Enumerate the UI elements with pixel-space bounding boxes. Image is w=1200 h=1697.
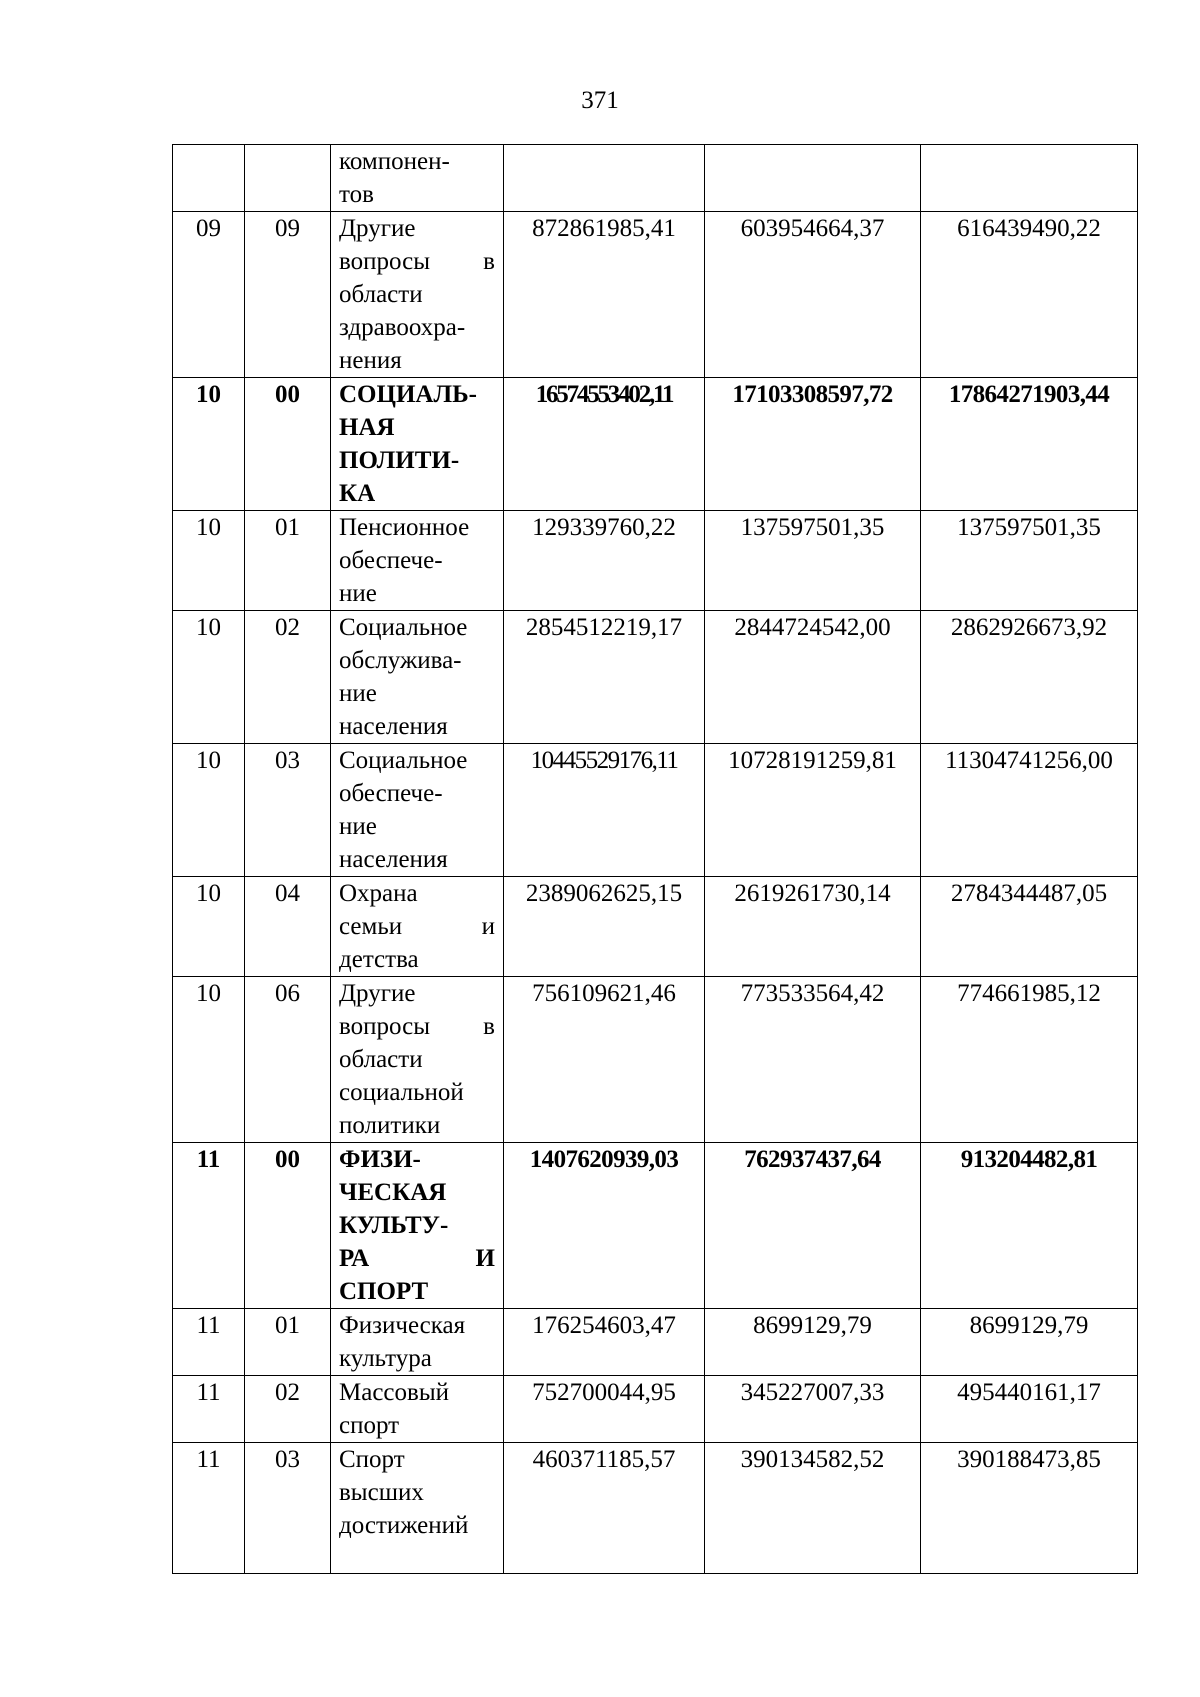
section-code-cell: 10 xyxy=(173,378,245,511)
item-name-line: обеспече- xyxy=(339,547,443,574)
item-name-line: политики xyxy=(339,1112,441,1139)
subsection-code-cell: 03 xyxy=(245,744,331,877)
amount-cell-2021: 137597501,35 xyxy=(921,511,1138,611)
item-name-line: семьи и xyxy=(339,913,495,940)
item-name-line: СОЦИАЛЬ- xyxy=(339,381,477,408)
item-name-line: Спорт xyxy=(339,1446,405,1473)
item-name-line: компонен- xyxy=(339,148,450,175)
table-row xyxy=(173,145,1138,212)
subsection-code-cell: 02 xyxy=(245,611,331,744)
amount-cell-2019: 16574553402,11 xyxy=(504,378,705,511)
amount-cell-2019: 752700044,95 xyxy=(504,1376,705,1443)
amount-cell-2020: 137597501,35 xyxy=(705,511,921,611)
subsection-code-cell: 00 xyxy=(245,1143,331,1309)
amount-cell-2019: 129339760,22 xyxy=(504,511,705,611)
item-name-line: Пенсионное xyxy=(339,514,470,541)
amount-cell-2020: 2619261730,14 xyxy=(705,877,921,977)
subsection-code-cell: 01 xyxy=(245,511,331,611)
amount-cell-2021: 913204482,81 xyxy=(921,1143,1138,1309)
item-name-line: вопросы в xyxy=(339,248,495,275)
item-name-line: ФИЗИ- xyxy=(339,1146,421,1173)
section-code-cell: 10 xyxy=(173,611,245,744)
item-name-line: нения xyxy=(339,347,402,374)
item-name-line: Физическая xyxy=(339,1312,466,1339)
table-row xyxy=(173,378,1138,511)
item-name-line: Массовый xyxy=(339,1379,449,1406)
section-code-cell: 10 xyxy=(173,977,245,1143)
item-name-line: ние xyxy=(339,813,377,840)
subsection-code-cell: 03 xyxy=(245,1443,331,1574)
subsection-code-cell: 01 xyxy=(245,1309,331,1376)
amount-cell-2019: 1407620939,03 xyxy=(504,1143,705,1309)
amount-cell-2020: 10728191259,81 xyxy=(705,744,921,877)
table-row xyxy=(173,877,1138,977)
item-name-cell xyxy=(331,145,504,212)
amount-cell-2020: 345227007,33 xyxy=(705,1376,921,1443)
budget-table xyxy=(172,144,1138,1574)
item-name-line: достижений xyxy=(339,1512,469,1539)
section-code-cell: 10 xyxy=(173,511,245,611)
item-name-line: ние xyxy=(339,580,377,607)
item-name-line: области xyxy=(339,281,423,308)
subsection-code-cell: 00 xyxy=(245,378,331,511)
table-row xyxy=(173,744,1138,877)
table-body xyxy=(173,145,1138,1574)
table-row xyxy=(173,212,1138,378)
item-name-line: спорт xyxy=(339,1412,400,1439)
amount-cell-2020: 773533564,42 xyxy=(705,977,921,1143)
item-name-cell xyxy=(331,1143,504,1309)
item-name-line: КА xyxy=(339,480,376,507)
item-name-line: населения xyxy=(339,713,448,740)
amount-cell-2021 xyxy=(921,145,1138,212)
amount-cell-2021: 2862926673,92 xyxy=(921,611,1138,744)
amount-cell-2021: 616439490,22 xyxy=(921,212,1138,378)
section-code-cell: 11 xyxy=(173,1309,245,1376)
amount-cell-2021: 2784344487,05 xyxy=(921,877,1138,977)
item-name-line: Другие xyxy=(339,215,416,242)
item-name-cell xyxy=(331,977,504,1143)
section-code-cell: 11 xyxy=(173,1376,245,1443)
amount-cell-2021: 17864271903,44 xyxy=(921,378,1138,511)
item-name-line: ние xyxy=(339,680,377,707)
subsection-code-cell xyxy=(245,145,331,212)
item-name-line: КУЛЬТУ- xyxy=(339,1212,449,1239)
item-name-line: вопросы в xyxy=(339,1013,495,1040)
item-name-line: высших xyxy=(339,1479,424,1506)
section-code-cell: 11 xyxy=(173,1143,245,1309)
item-name-cell xyxy=(331,511,504,611)
amount-cell-2021: 8699129,79 xyxy=(921,1309,1138,1376)
amount-cell-2020: 390134582,52 xyxy=(705,1443,921,1574)
item-name-cell xyxy=(331,1443,504,1574)
item-name-line: Охрана xyxy=(339,880,418,907)
item-name-cell xyxy=(331,1376,504,1443)
table-row xyxy=(173,1309,1138,1376)
subsection-code-cell: 04 xyxy=(245,877,331,977)
item-name-cell xyxy=(331,1309,504,1376)
section-code-cell: 10 xyxy=(173,877,245,977)
item-name-line: РА И xyxy=(339,1245,495,1272)
item-name-line: населения xyxy=(339,846,448,873)
item-name-line: СПОРТ xyxy=(339,1278,429,1305)
amount-cell-2019: 2854512219,17 xyxy=(504,611,705,744)
item-name-line: Социальное xyxy=(339,614,468,641)
amount-cell-2020: 2844724542,00 xyxy=(705,611,921,744)
item-name-line: ЧЕСКАЯ xyxy=(339,1179,447,1206)
subsection-code-cell: 09 xyxy=(245,212,331,378)
amount-cell-2021: 11304741256,00 xyxy=(921,744,1138,877)
amount-cell-2019: 176254603,47 xyxy=(504,1309,705,1376)
table-row xyxy=(173,611,1138,744)
table-row xyxy=(173,511,1138,611)
amount-cell-2019: 10445529176,11 xyxy=(504,744,705,877)
table-row xyxy=(173,1443,1138,1574)
item-name-line: Социальное xyxy=(339,747,468,774)
item-name-cell xyxy=(331,212,504,378)
subsection-code-cell: 06 xyxy=(245,977,331,1143)
item-name-line: области xyxy=(339,1046,423,1073)
amount-cell-2019: 756109621,46 xyxy=(504,977,705,1143)
item-name-line: обеспече- xyxy=(339,780,443,807)
section-code-cell: 11 xyxy=(173,1443,245,1574)
amount-cell-2020 xyxy=(705,145,921,212)
amount-cell-2019: 460371185,57 xyxy=(504,1443,705,1574)
item-name-line: ПОЛИТИ- xyxy=(339,447,460,474)
item-name-cell xyxy=(331,378,504,511)
item-name-line: здравоохра- xyxy=(339,314,466,341)
amount-cell-2020: 603954664,37 xyxy=(705,212,921,378)
item-name-cell xyxy=(331,877,504,977)
item-name-cell xyxy=(331,744,504,877)
amount-cell-2020: 8699129,79 xyxy=(705,1309,921,1376)
item-name-line: обслужива- xyxy=(339,647,462,674)
amount-cell-2019: 2389062625,15 xyxy=(504,877,705,977)
item-name-line: социальной xyxy=(339,1079,464,1106)
table-row xyxy=(173,1143,1138,1309)
amount-cell-2021: 774661985,12 xyxy=(921,977,1138,1143)
page-number: 371 xyxy=(581,87,619,114)
subsection-code-cell: 02 xyxy=(245,1376,331,1443)
section-code-cell xyxy=(173,145,245,212)
section-code-cell: 09 xyxy=(173,212,245,378)
item-name-line: НАЯ xyxy=(339,414,395,441)
table-row xyxy=(173,1376,1138,1443)
item-name-line: Другие xyxy=(339,980,416,1007)
section-code-cell: 10 xyxy=(173,744,245,877)
table-row xyxy=(173,977,1138,1143)
item-name-line: тов xyxy=(339,181,374,208)
item-name-cell xyxy=(331,611,504,744)
amount-cell-2019 xyxy=(504,145,705,212)
amount-cell-2021: 390188473,85 xyxy=(921,1443,1138,1574)
amount-cell-2020: 17103308597,72 xyxy=(705,378,921,511)
item-name-line: детства xyxy=(339,946,419,973)
amount-cell-2021: 495440161,17 xyxy=(921,1376,1138,1443)
amount-cell-2020: 762937437,64 xyxy=(705,1143,921,1309)
item-name-line: культура xyxy=(339,1345,432,1372)
amount-cell-2019: 872861985,41 xyxy=(504,212,705,378)
